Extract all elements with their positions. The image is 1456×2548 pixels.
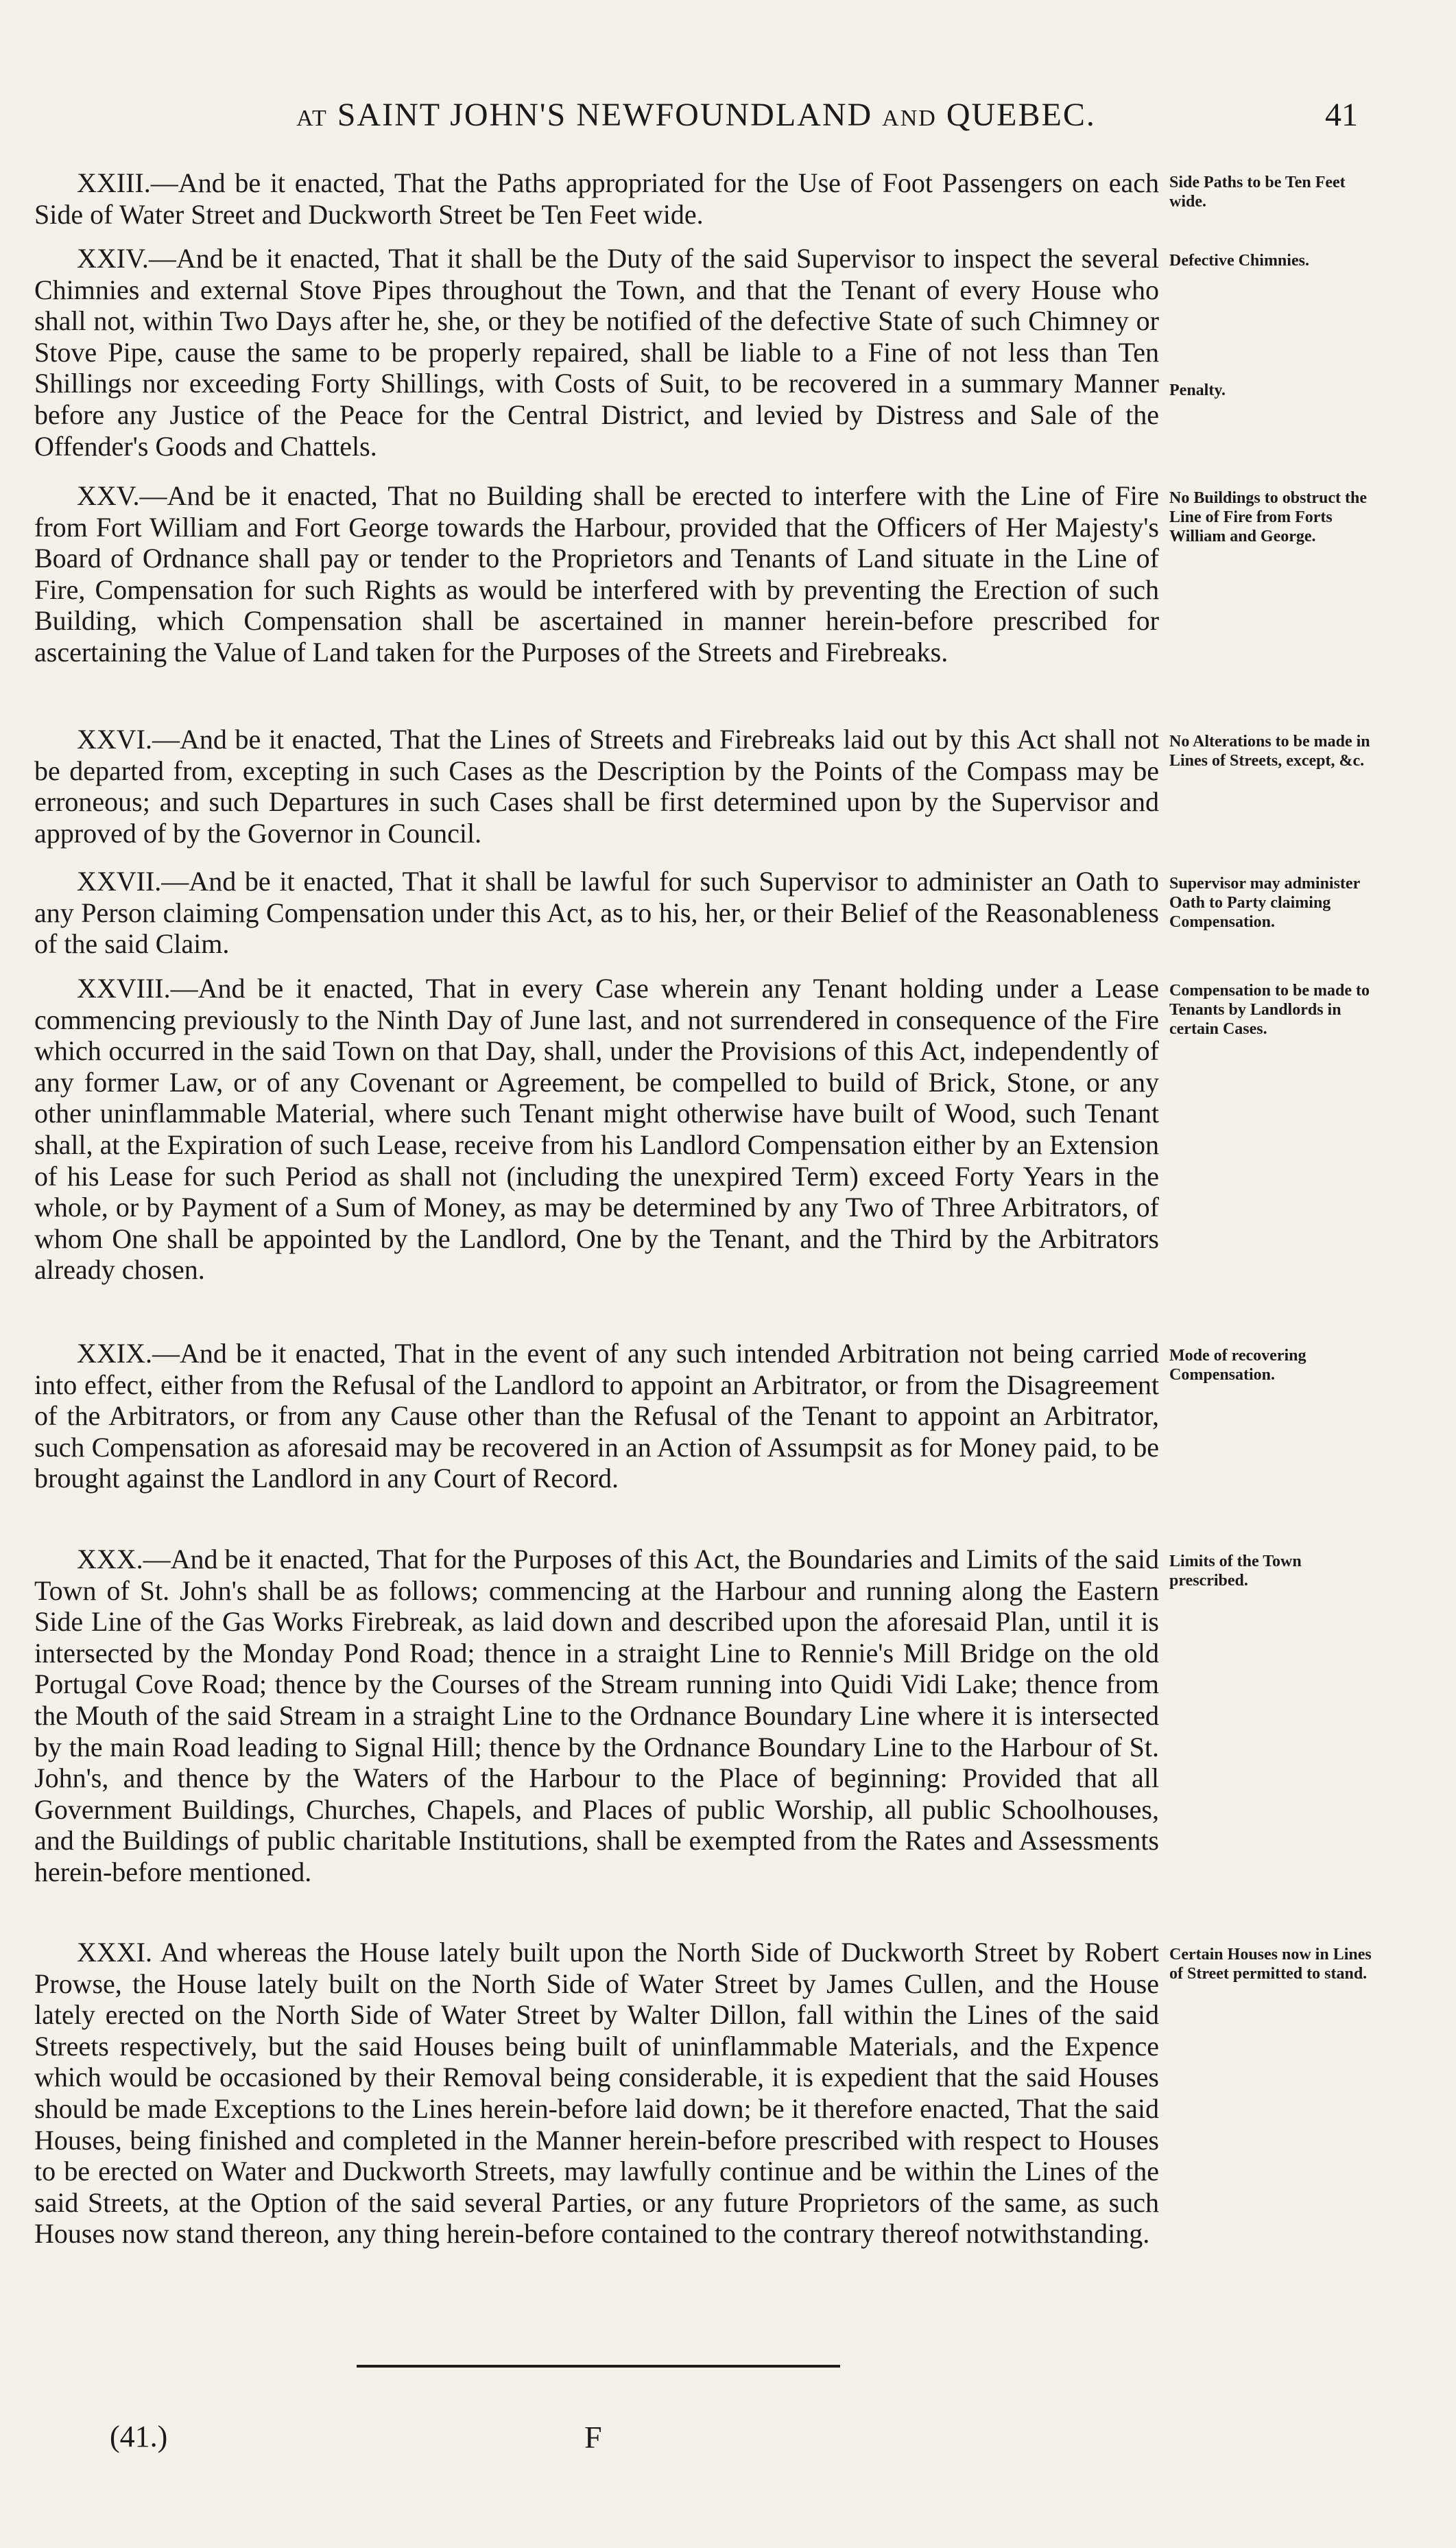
header-conj: AND	[882, 106, 937, 131]
section-xxxi: XXXI. And whereas the House lately built upon the North Side of Duckworth Street by Robert Prowse, the House lately built on the North Side of Water Street by James Cullen, and the House lately erected on the North Side of Water Street by Walter Dillon, fall within the Lines of the said Streets respectively, but the said Houses being built of uninflammable Materials, and the Expence which would be occasioned by their Removal being considerable, it is expedient that the said Houses should be made Exceptions to the Lines herein-before laid down; be it therefore enacted, That the said Houses, being finished and completed in the Manner herein-before prescribed with respect to Houses to be erected on Water and Duckworth Streets, may lawfully continue and be within the Lines of the said Streets, at the Option of the said several Parties, or any future Proprietors of the same, as such Houses now stand thereon, any thing herein-before contained to the contrary thereof notwithstanding.	[34, 1937, 1159, 2250]
section-xxviii: XXVIII.—And be it enacted, That in every Case wherein any Tenant holding under a Lease commencing previously to the Ninth Day of June last, and not surrendered in consequence of the Fire which occurred in the said Town on that Day, shall, under the Provisions of this Act, independently of any former Law, or of any Covenant or Agreement, be compelled to build of Brick, Stone, or any other uninflammable Material, where such Tenant might otherwise have built of Wood, such Tenant shall, at the Expiration of such Lease, receive from his Landlord Compensation either by an Extension of his Lease for such Period as shall not (including the unexpired Term) exceed Forty Years in the whole, or by Payment of a Sum of Money, as may be determined by any Two of Three Arbitrators, of whom One shall be appointed by the Landlord, One by the Tenant, and the Third by the Arbitrators already chosen.	[34, 973, 1159, 1286]
header-prefix: AT	[296, 106, 328, 131]
section-xxv: XXV.—And be it enacted, That no Building shall be erected to interfere with the Line of Fire from Fort William and Fort George towards the Harbour, provided that the Officers of Her Majesty's Board of Ordnance shall pay or tender to the Proprietors and Tenants of Land situate in the Line of Fire, Compensation for such Rights as would be interfered with by preventing the Erection of such Building, which Compensation shall be ascertained in manner herein-before prescribed for ascertaining the Value of Land taken for the Purposes of the Streets and Firebreaks.	[34, 480, 1159, 668]
margin-note-limits-of-town: Limits of the Town prescribed.	[1169, 1553, 1302, 1590]
header-title-main: SAINT JOHN'S NEWFOUNDLAND	[327, 97, 883, 133]
header-title-end: QUEBEC.	[936, 97, 1096, 133]
margin-note-supervisor-oath: Supervisor may administer Oath to Party claiming Compensation.	[1169, 875, 1360, 931]
section-xxiii: XXIII.—And be it enacted, That the Paths appropriated for the Use of Foot Passengers on each Side of Water Street and Duckworth Street be Ten Feet wide.	[34, 167, 1159, 230]
closing-rule	[357, 2365, 840, 2368]
margin-note-defective-chimnies: Defective Chimnies.	[1169, 252, 1309, 270]
section-xxx: XXX.—And be it enacted, That for the Purposes of this Act, the Boundaries and Limits of the said Town of St. John's shall be as follows; commencing at the Harbour and running along the Eastern Side Line of the Gas Works Firebreak, as laid down and described upon the aforesaid Plan, until it is intersected by the Monday Pond Road; thence in a straight Line to Rennie's Mill Bridge on the old Portugal Cove Road; thence by the Courses of the Stream running into Quidi Vidi Lake; thence from the Mouth of the said Stream in a straight Line to the Ordnance Boundary Line where it is intersected by the main Road leading to Signal Hill; thence by the Ordnance Boundary Line to the Harbour of St. John's, and thence by the Waters of the Harbour to the Place of beginning: Provided that all Government Buildings, Churches, Chapels, and Places of public Worship, all public Schoolhouses, and the Buildings of public charitable Institutions, shall be exempted from the Rates and Assessments herein-before mentioned.	[34, 1544, 1159, 1887]
margin-note-certain-houses: Certain Houses now in Lines of Street permitted to stand.	[1169, 1946, 1372, 1983]
margin-note-penalty: Penalty.	[1169, 381, 1226, 399]
margin-note-side-paths: Side Paths to be Ten Feet wide.	[1169, 174, 1346, 211]
section-xxvi: XXVI.—And be it enacted, That the Lines of Streets and Firebreaks laid out by this Act shall not be departed from, excepting in such Cases as the Description by the Points of the Compass may be erroneous; and such Departures in such Cases shall be first determined upon by the Supervisor and approved of by the Governor in Council.	[34, 724, 1159, 849]
margin-note-no-alterations: No Alterations to be made in Lines of Streets, except, &c.	[1169, 733, 1370, 770]
section-xxvii: XXVII.—And be it enacted, That it shall be lawful for such Supervisor to administer an Oath to any Person claiming Compensation under this Act, as to his, her, or their Belief of the Reasonableness of the said Claim.	[34, 866, 1159, 960]
margin-note-no-buildings: No Buildings to obstruct the Line of Fire from Forts William and George.	[1169, 489, 1368, 545]
footer-sheet-number: (41.)	[110, 2420, 168, 2453]
page-number: 41	[1325, 97, 1358, 133]
margin-note-compensation-tenants: Compensation to be made to Tenants by Landlords in certain Cases.	[1169, 982, 1370, 1038]
section-xxiv: XXIV.—And be it enacted, That it shall be the Duty of the said Supervisor to inspect the several Chimnies and external Stove Pipes throughout the Town, and that the Tenant of every House who shall not, within Two Days after he, she, or they be notified of the defective State of such Chimney or Stove Pipe, cause the same to be properly repaired, shall be liable to a Fine of not less than Ten Shillings nor exceeding Forty Shillings, with Costs of Suit, to be recovered in a summary Manner before any Justice of the Peace for the Central District, and levied by Distress and Sale of the Offender's Goods and Chattels.	[34, 243, 1159, 462]
header-title	[137, 96, 1255, 134]
section-xxix: XXIX.—And be it enacted, That in the event of any such intended Arbitration not being carried into effect, either from the Refusal of the Landlord to appoint an Arbitrator, or from the Disagreement of the Arbitrators, or from any Cause other than the Refusal of the Tenant to appoint an Arbitrator, such Compensation as aforesaid may be recovered in an Action of Assumpsit as for Money paid, to be brought against the Landlord in any Court of Record.	[34, 1338, 1159, 1494]
footer-signature-mark: F	[584, 2420, 602, 2455]
running-header	[137, 96, 1358, 144]
margin-note-mode-of-recovering: Mode of recovering Compensation.	[1169, 1347, 1306, 1384]
